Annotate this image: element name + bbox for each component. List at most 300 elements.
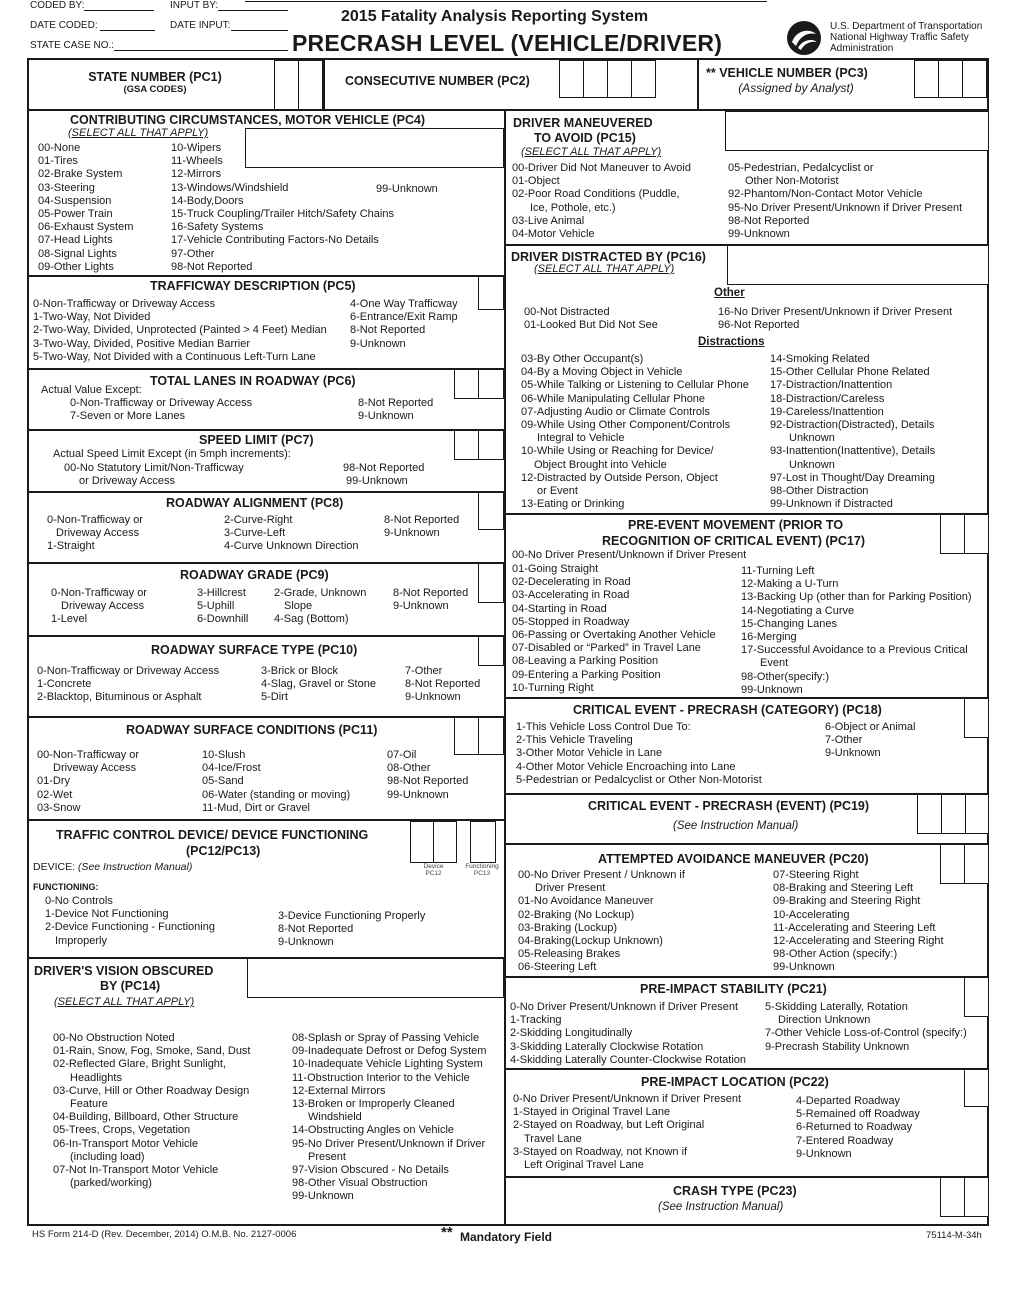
state-number-label: STATE NUMBER (PC1) xyxy=(88,70,222,84)
pc17-code: 98-Other(specify:) xyxy=(741,670,830,683)
pc8-col3 xyxy=(384,514,459,540)
pc17-title-2: RECOGNITION OF CRITICAL EVENT) (PC17) xyxy=(602,534,865,548)
pc18-code: 9-Unknown xyxy=(825,747,881,760)
pc12-functioning: FUNCTIONING: xyxy=(33,882,99,892)
pc7-code: or Driveway Access xyxy=(79,475,175,488)
pc23-note: (See Instruction Manual) xyxy=(658,1201,784,1213)
pc15-entry-box[interactable] xyxy=(725,111,989,151)
pc4-select-all: (SELECT ALL THAT APPLY) xyxy=(68,127,209,139)
pc16-code: Unknown xyxy=(789,458,835,471)
pc20-title: ATTEMPTED AVOIDANCE MANEUVER (PC20) xyxy=(598,852,869,866)
pc19-box-2[interactable] xyxy=(941,794,966,834)
pc17-code: 99-Unknown xyxy=(741,683,803,696)
vehicle-number-box-2[interactable] xyxy=(938,60,963,98)
pc22-code: Travel Lane xyxy=(524,1132,582,1145)
coded-by-label: CODED BY: xyxy=(30,0,85,11)
state-number-box[interactable] xyxy=(274,60,299,110)
pc16-code: 92-Distraction(Distracted), Details xyxy=(770,419,935,432)
pc20-code: 05-Releasing Brakes xyxy=(518,948,621,961)
pc16-select-all: (SELECT ALL THAT APPLY) xyxy=(534,263,675,275)
pc17-code: 17-Successful Avoidance to a Previous Critical xyxy=(741,644,968,657)
pc20-code: 03-Braking (Lockup) xyxy=(518,921,618,934)
pc16-code: 14-Smoking Related xyxy=(770,353,870,365)
pc20-code: 08-Braking and Steering Left xyxy=(773,882,914,895)
pc11-code: 04-Ice/Frost xyxy=(202,762,261,775)
pc7-code: 98-Not Reported xyxy=(343,462,425,474)
pc18-code: 3-Other Motor Vehicle in Lane xyxy=(516,747,663,760)
pc5-code: 9-Unknown xyxy=(350,337,406,350)
pc11-code: 06-Water (standing or moving) xyxy=(202,788,351,801)
pc20-code: 12-Accelerating and Steering Right xyxy=(773,935,944,948)
pc4-code: 03-Steering xyxy=(38,181,95,194)
pc21-col1 xyxy=(510,1001,746,1067)
pc11-code: 02-Wet xyxy=(37,788,73,801)
pc4-col1 xyxy=(38,142,133,274)
pc4-code: 13-Windows/Windshield xyxy=(171,181,289,194)
pc14-code: Feature xyxy=(70,1098,108,1111)
pc6-intro: Actual Value Except: xyxy=(41,384,142,396)
pc12-code: 8-Not Reported xyxy=(278,923,354,936)
pc10-col1 xyxy=(37,665,219,705)
pc17-col2 xyxy=(741,565,972,697)
pc5-col1 xyxy=(33,298,327,364)
pc12-device xyxy=(33,861,192,873)
pc18-code: 7-Other xyxy=(825,734,863,747)
pc9-code: 9-Unknown xyxy=(393,600,449,613)
pc20-code: 01-No Avoidance Maneuver xyxy=(518,895,654,908)
pc20-code: 11-Accelerating and Steering Left xyxy=(773,921,936,934)
pc9-code: 6-Downhill xyxy=(197,613,249,626)
pc15-title-2: TO AVOID (PC15) xyxy=(534,131,636,145)
pc10-code: 1-Concrete xyxy=(37,678,92,691)
pc15-code: 03-Live Animal xyxy=(512,214,585,227)
pc18-code: 6-Object or Animal xyxy=(825,721,916,733)
pc4-code: 02-Brake System xyxy=(38,168,123,181)
pc17-code: 07-Disabled or “Parked” in Travel Lane xyxy=(512,642,701,655)
pc8-code: 3-Curve-Left xyxy=(224,527,286,540)
pc20-code: 00-No Driver Present / Unknown if xyxy=(518,869,685,881)
pc12-device-box-1[interactable] xyxy=(410,821,434,863)
pc11-code: 01-Dry xyxy=(37,775,71,788)
pc12-title-2: (PC12/PC13) xyxy=(186,844,261,858)
pc9-code: 2-Grade, Unknown xyxy=(274,587,367,599)
pc21-code: 5-Skidding Laterally, Rotation xyxy=(765,1001,908,1013)
pc15-code: 01-Object xyxy=(512,175,560,188)
pc9-code: 0-Non-Trafficway or xyxy=(51,587,147,599)
date-coded-label: DATE CODED: xyxy=(30,20,98,31)
pc6-code: 8-Not Reported xyxy=(358,397,434,409)
pc14-code: 09-Inadequate Defrost or Defog System xyxy=(292,1045,487,1058)
pc11-code: 05-Sand xyxy=(202,775,244,788)
pc17-box-2[interactable] xyxy=(964,514,989,554)
pc16-code: 19-Careless/Inattention xyxy=(770,405,884,418)
pc4-code: 07-Head Lights xyxy=(38,234,113,247)
pc7-box-1[interactable] xyxy=(454,430,479,460)
pc16-code: 01-Looked But Did Not See xyxy=(524,319,658,332)
pc18-box[interactable] xyxy=(964,698,989,738)
pc9-col3 xyxy=(274,587,366,627)
system-title: 2015 Fatality Analysis Reporting System xyxy=(341,8,649,25)
pc4-code: 98-Not Reported xyxy=(171,260,253,273)
pc5-box[interactable] xyxy=(478,276,504,310)
pc14-col1 xyxy=(53,1032,251,1190)
pc9-code: Slope xyxy=(284,600,313,613)
pc9-code: 8-Not Reported xyxy=(393,587,469,599)
pc16-code: 04-By a Moving Object in Vehicle xyxy=(521,366,683,379)
pc22-code: 3-Stayed on Roadway, not Known if xyxy=(513,1145,688,1158)
pc15-code: 92-Phantom/Non-Contact Motor Vehicle xyxy=(728,188,923,201)
pc7-code: 00-No Statutory Limit/Non-Trafficway xyxy=(64,462,244,474)
pc16-code: 06-While Manipulating Cellular Phone xyxy=(521,392,706,405)
pc17-code: 16-Merging xyxy=(741,631,797,644)
pc5-code: 3-Two-Way, Divided, Positive Median Barrier xyxy=(33,337,251,350)
pc8-title: ROADWAY ALIGNMENT (PC8) xyxy=(166,496,344,510)
pc4-code: 01-Tires xyxy=(38,155,78,168)
pc20-code: 98-Other Action (specify:) xyxy=(773,948,898,961)
pc16-code: 16-No Driver Present/Unknown if Driver Present xyxy=(718,306,953,318)
pc7-col1 xyxy=(64,462,244,488)
mandatory-field-label: Mandatory Field xyxy=(460,1230,553,1244)
pc16-title: DRIVER DISTRACTED BY (PC16) xyxy=(511,250,706,264)
pc11-col3 xyxy=(387,749,468,802)
pc9-code: 5-Uphill xyxy=(197,600,235,613)
consecutive-number-label: CONSECUTIVE NUMBER (PC2) xyxy=(345,74,530,88)
pc21-code: 1-Tracking xyxy=(510,1014,562,1027)
pc17-code: 02-Decelerating in Road xyxy=(512,576,631,589)
pc5-code: 6-Entrance/Exit Ramp xyxy=(350,311,458,324)
consecutive-number-box-3[interactable] xyxy=(607,60,632,98)
pc20-col2 xyxy=(773,869,944,975)
pc6-code: 0-Non-Trafficway or Driveway Access xyxy=(70,397,253,409)
pc19-box-1[interactable] xyxy=(917,794,942,834)
dot-logo xyxy=(786,20,822,56)
pc4-code: 16-Safety Systems xyxy=(171,221,264,234)
pc7-intro: Actual Speed Limit Except (in 5mph increments): xyxy=(53,448,291,460)
pc5-title: TRAFFICWAY DESCRIPTION (PC5) xyxy=(150,279,356,293)
pc14-entry-box[interactable] xyxy=(247,958,504,998)
pc23-title: CRASH TYPE (PC23) xyxy=(673,1184,797,1198)
pc7-box-2[interactable] xyxy=(478,430,504,460)
pc15-code: 02-Poor Road Conditions (Puddle, xyxy=(512,188,680,201)
pc11-code: 10-Slush xyxy=(202,749,246,761)
pc20-code: 09-Braking and Steering Right xyxy=(773,895,921,908)
pc16-code: 07-Adjusting Audio or Climate Controls xyxy=(521,405,710,418)
pc13-functioning-box[interactable] xyxy=(470,821,496,863)
pc9-box[interactable] xyxy=(478,563,504,603)
consecutive-number-box-4[interactable] xyxy=(631,60,656,98)
pc4-code: 08-Signal Lights xyxy=(38,247,117,260)
pc12-device-note: (See Instruction Manual) xyxy=(77,861,193,873)
pc8-box[interactable] xyxy=(478,492,504,530)
pc10-col3 xyxy=(405,665,480,705)
pc14-code: 11-Obstruction Interior to the Vehicle xyxy=(292,1071,470,1084)
pc22-code: 9-Unknown xyxy=(796,1147,852,1160)
pc5-code: 2-Two-Way, Divided, Unprotected (Painted > 4 Feet) Median xyxy=(33,324,327,337)
pc8-code: 9-Unknown xyxy=(384,527,440,540)
pc15-code: Other Non-Motorist xyxy=(745,175,839,188)
pc11-code: Driveway Access xyxy=(53,762,137,775)
pc23-box-2[interactable] xyxy=(964,1177,989,1217)
pc22-title: PRE-IMPACT LOCATION (PC22) xyxy=(641,1075,829,1089)
pc14-code: 04-Building, Billboard, Other Structure xyxy=(53,1111,239,1124)
pc16-distractions-head: Distractions xyxy=(698,336,765,348)
pc7-title: SPEED LIMIT (PC7) xyxy=(199,433,314,447)
pc20-code: 04-Braking(Lockup Unknown) xyxy=(518,935,663,948)
pc22-code: 1-Stayed in Original Travel Lane xyxy=(513,1106,671,1119)
pc9-code: 4-Sag (Bottom) xyxy=(274,613,349,626)
pc16-other-col2 xyxy=(718,306,952,332)
pc10-code: 9-Unknown xyxy=(405,691,461,704)
pc6-col1 xyxy=(70,397,252,423)
pc16-code: 05-While Talking or Listening to Cellular Phone xyxy=(521,379,749,392)
pc13-label-line: PC13 xyxy=(473,870,491,877)
pc17-code: 08-Leaving a Parking Position xyxy=(512,655,659,668)
pc16-code: 15-Other Cellular Phone Related xyxy=(770,366,930,379)
state-case-no-label: STATE CASE NO.: xyxy=(30,40,115,51)
pc8-code: 8-Not Reported xyxy=(384,514,460,526)
pc4-code: 17-Vehicle Contributing Factors-No Details xyxy=(171,234,379,247)
pc16-code: 99-Unknown if Distracted xyxy=(770,498,893,511)
pc14-code: 02-Reflected Glare, Bright Sunlight, xyxy=(53,1058,227,1071)
pc16-code: 12-Distracted by Outside Person, Object xyxy=(521,471,718,484)
pc17-code: 04-Starting in Road xyxy=(512,602,607,615)
pc6-title: TOTAL LANES IN ROADWAY (PC6) xyxy=(150,374,356,388)
pc17-code: 13-Backing Up (other than for Parking Position) xyxy=(741,591,972,604)
vehicle-number-box-3[interactable] xyxy=(962,60,987,98)
pc4-code: 10-Wipers xyxy=(171,142,222,154)
form-id: HS Form 214-D (Rev. December, 2014) O.M.B. No. 2127-0006 xyxy=(32,1229,297,1240)
pc12-col1 xyxy=(45,895,215,948)
pc14-code: 10-Inadequate Vehicle Lighting System xyxy=(292,1058,483,1071)
pc14-code: (including load) xyxy=(70,1150,145,1163)
pc17-title-1: PRE-EVENT MOVEMENT (PRIOR TO xyxy=(628,518,844,532)
pc10-code: 3-Brick or Block xyxy=(261,665,339,677)
consecutive-number-box-1[interactable] xyxy=(559,60,584,98)
pc8-code: 2-Curve-Right xyxy=(224,514,293,526)
assigned-by-analyst: (Assigned by Analyst) xyxy=(738,81,854,95)
pc16-code: 18-Distraction/Careless xyxy=(770,392,885,405)
pc5-code: 0-Non-Trafficway or Driveway Access xyxy=(33,298,216,310)
pc12-code: 1-Device Not Functioning xyxy=(45,908,169,921)
pc10-box[interactable] xyxy=(478,636,504,666)
pc16-code: Integral to Vehicle xyxy=(537,432,625,445)
pc6-box-2[interactable] xyxy=(478,369,504,399)
pc23-box-1[interactable] xyxy=(940,1177,965,1217)
pc18-code: 1-This Vehicle Loss Control Due To: xyxy=(516,721,691,733)
pc9-title: ROADWAY GRADE (PC9) xyxy=(180,568,329,582)
agency-line2: National Highway Traffic Safety xyxy=(830,32,969,43)
pc14-code: 01-Rain, Snow, Fog, Smoke, Sand, Dust xyxy=(53,1045,251,1058)
pc19-title: CRITICAL EVENT - PRECRASH (EVENT) (PC19) xyxy=(588,799,870,813)
pc16-code: 98-Other Distraction xyxy=(770,485,869,498)
pc16-code: 09-While Using Other Component/Controls xyxy=(521,419,731,432)
pc17-code: 03-Accelerating in Road xyxy=(512,589,630,602)
pc8-col2 xyxy=(224,514,359,554)
pc14-code: Present xyxy=(308,1150,346,1163)
pc18-col1 xyxy=(516,721,762,787)
pc20-code: 10-Accelerating xyxy=(773,908,850,921)
vehicle-number-label: ** VEHICLE NUMBER (PC3) xyxy=(706,66,868,80)
pc14-code: 99-Unknown xyxy=(292,1190,354,1203)
pc16-code: 97-Lost in Thought/Day Dreaming xyxy=(770,471,935,484)
pc10-code: 5-Dirt xyxy=(261,691,288,704)
pc22-code: 7-Entered Roadway xyxy=(796,1134,894,1147)
pc18-code: 5-Pedestrian or Pedalcyclist or Other Non-Motorist xyxy=(516,773,762,786)
pc12-device-box-2[interactable] xyxy=(433,821,457,863)
pc16-col1 xyxy=(521,353,749,511)
pc4-code: 15-Truck Coupling/Trailer Hitch/Safety Chains xyxy=(171,208,394,221)
gsa-codes-label: (GSA CODES) xyxy=(123,84,187,95)
pc5-code: 8-Not Reported xyxy=(350,324,426,337)
pc17-code: 05-Stopped in Roadway xyxy=(512,615,630,628)
pc10-code: 8-Not Reported xyxy=(405,678,481,691)
pc18-col2 xyxy=(825,721,915,761)
pc12-code: 0-No Controls xyxy=(45,895,113,907)
pc4-col2 xyxy=(171,142,394,274)
pc15-title-1: DRIVER MANEUVERED xyxy=(513,116,653,130)
pc20-box-1[interactable] xyxy=(940,844,965,884)
pc16-code: Object Brought into Vehicle xyxy=(534,458,667,471)
mandatory-stars: ** xyxy=(441,1224,453,1241)
pc10-code: 0-Non-Trafficway or Driveway Access xyxy=(37,665,220,677)
pc9-code: 1-Level xyxy=(51,613,88,626)
pc4-code: 11-Wheels xyxy=(171,155,223,168)
pc14-code: Headlights xyxy=(70,1071,122,1084)
pc5-col2 xyxy=(350,298,458,351)
pc15-select-all: (SELECT ALL THAT APPLY) xyxy=(521,146,662,158)
form-code: 75114-M-34h xyxy=(926,1230,982,1241)
input-by-label: INPUT BY: xyxy=(170,0,219,11)
pc22-code: 6-Returned to Roadway xyxy=(796,1121,913,1134)
pc14-code: 97-Vision Obscured - No Details xyxy=(292,1164,449,1177)
pc9-col2 xyxy=(197,587,248,627)
pc16-code: 96-Not Reported xyxy=(718,319,800,332)
date-input-label: DATE INPUT: xyxy=(170,20,231,31)
pc11-box-2[interactable] xyxy=(478,717,504,755)
form-title: PRECRASH LEVEL (VEHICLE/DRIVER) xyxy=(292,30,723,56)
pc5-code: 5-Two-Way, Not Divided with a Continuous Left-Turn Lane xyxy=(33,350,316,363)
pc12-device-label xyxy=(410,863,457,877)
pc6-code: 7-Seven or More Lanes xyxy=(70,410,185,423)
pc22-code: Left Original Travel Lane xyxy=(524,1159,644,1172)
pc21-title: PRE-IMPACT STABILITY (PC21) xyxy=(640,982,827,996)
pc5-code: 1-Two-Way, Not Divided xyxy=(33,311,151,324)
pc14-code: 03-Curve, Hill or Other Roadway Design xyxy=(53,1084,250,1097)
pc14-col2 xyxy=(292,1032,486,1204)
pc21-code: 0-No Driver Present/Unknown if Driver Present xyxy=(510,1001,739,1013)
pc19-note: (See Instruction Manual) xyxy=(673,820,799,832)
pc14-code: 14-Obstructing Angles on Vehicle xyxy=(292,1124,455,1137)
pc8-col1 xyxy=(47,514,143,554)
pc11-code: 00-Non-Trafficway or xyxy=(37,749,140,761)
pc14-code: 07-Not In-Transport Motor Vehicle xyxy=(53,1164,219,1177)
pc21-code: 9-Precrash Stability Unknown xyxy=(765,1040,910,1053)
pc11-code: 07-Oil xyxy=(387,749,417,761)
pc11-code: 99-Unknown xyxy=(387,788,449,801)
pc21-code: 3-Skidding Laterally Clockwise Rotation xyxy=(510,1040,704,1053)
pc13-label-line: Functioning xyxy=(465,863,499,870)
pc14-code: 95-No Driver Present/Unknown if Driver xyxy=(292,1137,486,1150)
pc22-col1 xyxy=(513,1093,741,1172)
pc14-code: 13-Broken or Improperly Cleaned xyxy=(292,1098,455,1111)
pc22-code: 5-Remained off Roadway xyxy=(796,1108,920,1121)
pc21-code: 4-Skidding Laterally Counter-Clockwise Rotation xyxy=(510,1053,747,1066)
pc12-device-label-line: PC12 xyxy=(425,870,442,877)
pc14-code: (parked/working) xyxy=(70,1177,152,1190)
pc16-code: 17-Distraction/Inattention xyxy=(770,379,893,392)
pc21-col2 xyxy=(765,1001,967,1054)
pc21-code: 7-Other Vehicle Loss-of-Control (specify:) xyxy=(765,1027,967,1040)
pc16-entry-box[interactable] xyxy=(727,245,989,285)
pc21-box[interactable] xyxy=(964,977,989,1017)
pc20-col1 xyxy=(518,869,685,975)
pc11-code: 11-Mud, Dirt or Gravel xyxy=(202,801,310,814)
pc12-device-label-line: Device xyxy=(423,863,444,870)
pc21-code: 2-Skidding Longitudinally xyxy=(510,1027,633,1040)
pc12-code: 2-Device Functioning - Functioning xyxy=(45,921,215,934)
vehicle-number-box-1[interactable] xyxy=(914,60,939,98)
pc4-title: CONTRIBUTING CIRCUMSTANCES, MOTOR VEHICLE (PC4) xyxy=(70,113,426,127)
pc15-code: 00-Driver Did Not Maneuver to Avoid xyxy=(512,162,691,174)
pc20-code: 02-Braking (No Lockup) xyxy=(518,908,635,921)
pc15-code: Ice, Pothole, etc.) xyxy=(530,201,616,214)
pc7-code: 99-Unknown xyxy=(346,475,408,488)
pc18-code: 4-Other Motor Vehicle Encroaching into Lane xyxy=(516,760,736,773)
pc14-code: 06-In-Transport Motor Vehicle xyxy=(53,1137,199,1150)
pc22-code: 2-Stayed on Roadway, but Left Original xyxy=(513,1119,705,1132)
pc16-code: 00-Not Distracted xyxy=(524,306,610,318)
pc17-col1 xyxy=(512,563,716,695)
pc15-col2 xyxy=(728,162,962,241)
pc22-box[interactable] xyxy=(964,1069,989,1107)
pc8-code: Driveway Access xyxy=(56,527,140,540)
pc4-code: 06-Exhaust System xyxy=(38,221,134,234)
pc16-code: 03-By Other Occupant(s) xyxy=(521,353,644,365)
pc17-box-1[interactable] xyxy=(940,514,965,554)
pc11-code: 03-Snow xyxy=(37,801,81,814)
pc16-code: 10-While Using or Reaching for Device/ xyxy=(521,445,714,458)
pc17-code: 11-Turning Left xyxy=(741,565,815,577)
pc20-code: 06-Steering Left xyxy=(518,961,597,974)
pc14-select-all: (SELECT ALL THAT APPLY) xyxy=(54,996,195,1008)
pc17-code: 01-Going Straight xyxy=(512,563,599,575)
consecutive-number-box-2[interactable] xyxy=(583,60,608,98)
pc14-code: 00-No Obstruction Noted xyxy=(53,1032,175,1044)
pc11-title: ROADWAY SURFACE CONDITIONS (PC11) xyxy=(126,723,378,737)
agency-line1: U.S. Department of Transportation xyxy=(830,21,983,32)
pc4-code: 05-Power Train xyxy=(38,208,113,221)
pc9-code: 3-Hillcrest xyxy=(197,587,246,599)
pc17-code: 10-Turning Right xyxy=(512,681,594,694)
pc15-code: 98-Not Reported xyxy=(728,214,810,227)
pc19-box-3[interactable] xyxy=(965,794,989,834)
pc16-col2 xyxy=(770,353,935,511)
pc18-title: CRITICAL EVENT - PRECRASH (CATEGORY) (PC18) xyxy=(573,703,882,717)
pc6-box-1[interactable] xyxy=(454,369,479,399)
pc14-code: 12-External Mirrors xyxy=(292,1084,386,1097)
state-number-box-2[interactable] xyxy=(298,60,323,110)
pc9-col1 xyxy=(51,587,147,627)
pc17-first: 00-No Driver Present/Unknown if Driver Present xyxy=(512,549,747,561)
pc14-title-1: DRIVER'S VISION OBSCURED xyxy=(34,964,214,978)
pc8-code: 4-Curve Unknown Direction xyxy=(224,540,359,553)
pc8-code: 0-Non-Trafficway or xyxy=(47,514,143,526)
pc4-code: 00-None xyxy=(38,142,81,154)
pc12-code: Improperly xyxy=(55,934,107,947)
pc20-box-2[interactable] xyxy=(964,844,989,884)
pc22-code: 4-Departed Roadway xyxy=(796,1095,900,1107)
pc17-code: 14-Negotiating a Curve xyxy=(741,604,855,617)
